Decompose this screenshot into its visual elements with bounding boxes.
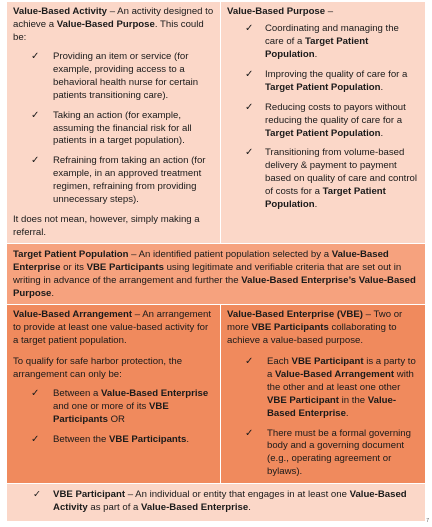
value-based-arrangement-cell <box>7 305 220 483</box>
check-icon: ✓ <box>33 489 42 500</box>
page-number: 7 <box>426 518 429 525</box>
target-patient-population-cell <box>7 244 425 304</box>
target-patient-population-text: Target Patient Population – An identified patient population selected by a Value-Based Enterprise or its VBE Participants using legitimate and verifiable criteria that are set out in writing in advance of the arrangement and further the Value-Based Enterprise’s Value-Based Purpose. <box>13 249 416 299</box>
value-based-arrangement-qualify: To qualify for safe harbor protection, the arrangement can only be: <box>13 355 183 380</box>
check-icon: ✓ <box>245 22 254 34</box>
list-item: ✓ There must be a formal governing body and a governing document (e.g., operating agreement or bylaws). <box>245 427 411 478</box>
check-icon: ✓ <box>31 155 40 167</box>
check-icon: ✓ <box>245 355 254 367</box>
list-item: ✓ Each VBE Participant is a party to a Value-Based Arrangement with the other and at least one other VBE Participant in the Value-Based Enterprise. <box>245 355 416 419</box>
list-item: ✓ Reducing costs to payors without reducing the quality of care for a Target Patient Population. <box>245 101 406 139</box>
value-based-purpose-heading: Value-Based Purpose – <box>227 6 334 17</box>
value-based-activity-intro: Value-Based Activity – An activity designed to achieve a Value-Based Purpose. This could be: <box>13 6 214 43</box>
target-patient-population-term: Target Patient Population <box>13 249 129 260</box>
list-item: ✓ Coordinating and managing the care of a Target Patient Population. <box>245 22 399 60</box>
check-icon: ✓ <box>31 109 40 121</box>
list-item: ✓ Providing an item or service (for example, providing access to a behavioral health nurse for certain patients transitioning care). <box>31 50 199 101</box>
list-item: ✓ Between the VBE Participants. <box>31 433 189 445</box>
list-item: ✓ Taking an action (for example, assuming the financial risk for all patients in a target population). <box>31 109 192 147</box>
check-icon: ✓ <box>245 68 254 80</box>
value-based-arrangement-intro: Value-Based Arrangement – An arrangement to provide at least one value-based activity for a target patient population. <box>13 309 212 346</box>
value-based-activity-list <box>13 51 214 207</box>
value-based-enterprise-list <box>227 356 419 479</box>
value-based-arrangement-term: Value-Based Arrangement <box>13 309 133 320</box>
list-item: ✓ Between a Value-Based Enterprise and one or more of its VBE Participants OR <box>31 387 209 425</box>
vbe-participant-term: VBE Participant <box>53 489 126 500</box>
value-based-activity-closing: It does not mean, however, simply making a referral. <box>13 214 200 239</box>
list-item: ✓ Refraining from taking an action (for example, in an approved treatment regimen, refraining from providing unnecessary steps). <box>31 155 206 206</box>
value-based-purpose-term: Value-Based Purpose <box>227 6 326 17</box>
value-based-purpose-list <box>227 23 419 212</box>
check-icon: ✓ <box>245 101 254 113</box>
value-based-enterprise-term: Value-Based Enterprise (VBE) <box>227 309 363 320</box>
value-based-arrangement-list <box>13 388 214 447</box>
check-icon: ✓ <box>31 433 40 445</box>
check-icon: ✓ <box>31 387 40 399</box>
check-icon: ✓ <box>31 50 40 62</box>
vbe-participant-text: VBE Participant – An individual or entity that engages in at least one Value-Based Activity as part of a Value-Based Enterprise. <box>53 489 407 513</box>
value-based-enterprise-intro: Value-Based Enterprise (VBE) – Two or more VBE Participants collaborating to achieve a value-based purpose. <box>227 309 403 346</box>
vbe-participant-cell <box>7 484 425 521</box>
check-icon: ✓ <box>245 147 254 159</box>
value-based-purpose-cell <box>221 2 425 243</box>
value-based-enterprise-cell <box>221 305 425 483</box>
check-icon: ✓ <box>245 427 254 439</box>
list-item: ✓ Transitioning from volume-based delivery & payment to payment based on quality of care and control of costs for a Target Patient Population. <box>245 147 418 211</box>
list-item: ✓ Improving the quality of care for a Target Patient Population. <box>245 68 408 93</box>
value-based-activity-term: Value-Based Activity <box>13 6 108 17</box>
value-based-activity-cell <box>7 2 220 243</box>
